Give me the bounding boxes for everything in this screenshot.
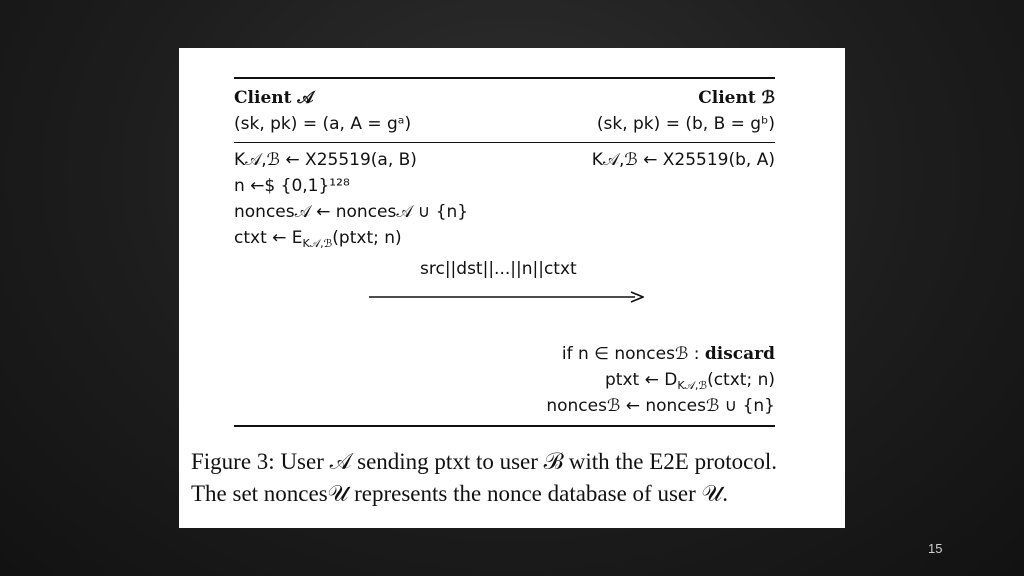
slide-number: 15 xyxy=(928,541,943,556)
client-b-keys: (sk, pk) = (b, B = gᵇ) xyxy=(596,114,775,134)
protocol-diagram xyxy=(234,77,775,427)
client-header-row xyxy=(234,85,775,111)
client-b-title: Client ℬ xyxy=(698,88,775,108)
caption-line-2: The set nonces𝒰 represents the nonce database of user 𝒰. xyxy=(191,481,728,506)
decrypt-label: ptxt ← D xyxy=(604,370,678,390)
message-label: src||dst||...||n||ctxt xyxy=(420,259,577,279)
right-arrow-icon xyxy=(369,291,644,303)
client-a-title: Client 𝒜 xyxy=(234,88,314,108)
receiver-steps xyxy=(234,341,775,419)
client-keys-row xyxy=(234,111,775,137)
nonce-update-b: noncesℬ ← noncesℬ ∪ {n} xyxy=(546,396,775,416)
nonce-update-a: nonces𝒜 ← nonces𝒜 ∪ {n} xyxy=(234,202,469,222)
decrypt-key-sub: K𝒜,ℬ xyxy=(677,379,708,392)
encrypt-key-sub: K𝒜,ℬ xyxy=(302,237,333,250)
figure-card xyxy=(179,48,845,528)
discard-step xyxy=(234,341,775,367)
bottom-rule xyxy=(234,425,775,427)
b-key-derivation: K𝒜,ℬ ← X25519(b, A) xyxy=(591,150,775,170)
discard-check: if n ∈ noncesℬ : xyxy=(561,344,700,364)
header-rule xyxy=(234,142,775,143)
encrypt-args: (ptxt; n) xyxy=(332,228,402,248)
figure-caption xyxy=(191,446,841,510)
discard-word: discard xyxy=(704,344,775,364)
decrypt-args: (ctxt; n) xyxy=(707,370,775,390)
decrypt-step xyxy=(234,367,775,393)
encrypt-label: ctxt ← E xyxy=(234,228,303,248)
key-derivation-row xyxy=(234,147,775,173)
message-flow xyxy=(234,251,775,341)
client-a-keys: (sk, pk) = (a, A = gᵃ) xyxy=(234,114,412,134)
nonce-sample: n ←$ {0,1}¹²⁸ xyxy=(234,176,350,196)
top-rule xyxy=(234,77,775,79)
a-key-derivation: K𝒜,ℬ ← X25519(a, B) xyxy=(234,150,417,170)
encrypt-step xyxy=(234,225,775,251)
caption-line-1: Figure 3: User 𝒜 sending ptxt to user ℬ with the E2E protocol. xyxy=(191,449,777,474)
